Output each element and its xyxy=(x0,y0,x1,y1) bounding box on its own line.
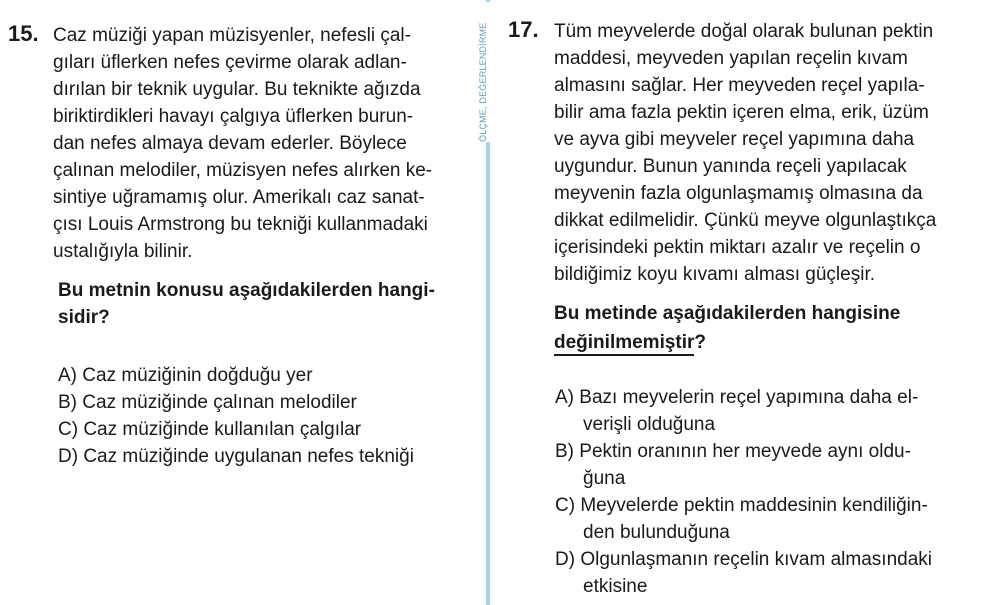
body-line: çısı Louis Armstrong bu tekniği kullanmadaki xyxy=(53,214,428,235)
body-line: Caz müziği yapan müzisyenler, nefesli çal- xyxy=(53,25,411,46)
option-a[interactable]: A) Caz müziğinin doğduğu yer xyxy=(58,365,313,386)
body-line: meyvenin fazla olgunlaşmamış olmasına da xyxy=(554,183,923,204)
body-line: bilir ama fazla pektin içeren elma, erik, üzüm xyxy=(554,102,929,123)
option-b[interactable]: B) Pektin oranının her meyvede aynı oldu- xyxy=(555,441,911,462)
body-line: çalınan melodiler, müzisyen nefes alırken ke- xyxy=(53,160,433,181)
answer-options xyxy=(555,384,932,600)
body-line: ustalığıyla bilinir. xyxy=(53,241,193,262)
body-line: ve ayva gibi meyveler reçel yapımına daha xyxy=(554,129,915,150)
question-number: 17. xyxy=(508,17,539,42)
question-prompt xyxy=(554,300,900,356)
body-line: almasını sağlar. Her meyveden reçel yapıla- xyxy=(554,75,925,96)
question-number: 15. xyxy=(8,21,39,46)
body-line: maddesi, meyveden yapılan reçelin kıvam xyxy=(554,48,908,69)
body-line: gıları üflerken nefes çevirme olarak adlan- xyxy=(53,52,407,73)
body-line: içerisindeki pektin miktarı azalır ve reçelin o xyxy=(554,237,921,258)
body-line: dırılan bir teknik uygular. Bu teknikte ağızda xyxy=(53,79,421,100)
answer-options xyxy=(58,362,414,470)
question-prompt xyxy=(58,277,435,331)
option-b[interactable]: B) Caz müziğinde çalınan melodiler xyxy=(58,392,357,413)
question-body xyxy=(554,18,936,288)
option-a-continuation[interactable]: verişli olduğuna xyxy=(583,414,716,435)
option-b-continuation[interactable]: ğuna xyxy=(583,468,626,489)
option-a[interactable]: A) Bazı meyvelerin reçel yapımına daha el- xyxy=(555,387,919,408)
prompt-line: sidir? xyxy=(58,307,110,328)
option-d-continuation[interactable]: etkisine xyxy=(583,576,648,597)
side-label: ÖLÇME, DEĞERLENDİRME xyxy=(478,2,492,142)
prompt-line xyxy=(554,329,900,356)
option-c[interactable]: C) Caz müziğinde kullanılan çalgılar xyxy=(58,419,362,440)
question-body xyxy=(53,22,432,265)
body-line: bildiğimiz koyu kıvamı alması güçleşir. xyxy=(554,264,875,285)
body-line: dan nefes almaya devam ederler. Böylece xyxy=(53,133,407,154)
option-d[interactable]: D) Olgunlaşmanın reçelin kıvam almasındaki xyxy=(555,549,932,570)
question-mark: ? xyxy=(694,332,707,353)
prompt-line: Bu metnin konusu aşağıdakilerden hangi- xyxy=(58,280,435,301)
body-line: biriktirdikleri havayı çalgıya üflerken burun- xyxy=(53,106,414,127)
negative-keyword: değinilmemiştir xyxy=(554,332,694,356)
body-line: Tüm meyvelerde doğal olarak bulunan pektin xyxy=(554,21,934,42)
option-c[interactable]: C) Meyvelerde pektin maddesinin kendiliğin- xyxy=(555,495,928,516)
body-line: uygundur. Bunun yanında reçeli yapılacak xyxy=(554,156,907,177)
body-line: dikkat edilmelidir. Çünkü meyve olgunlaştıkça xyxy=(554,210,937,231)
option-c-continuation[interactable]: den bulunduğuna xyxy=(583,522,730,543)
prompt-line: Bu metinde aşağıdakilerden hangisine xyxy=(554,303,901,324)
option-d[interactable]: D) Caz müziğinde uygulanan nefes tekniği xyxy=(58,446,414,467)
body-line: sintiye uğramamış olur. Amerikalı caz sanat- xyxy=(53,187,425,208)
